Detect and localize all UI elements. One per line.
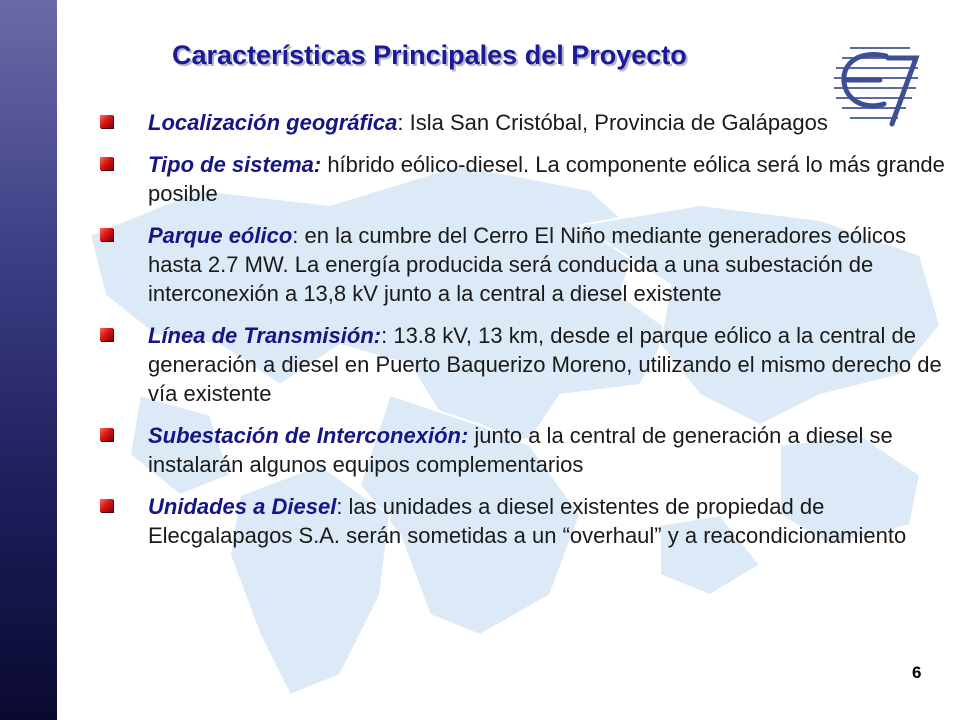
bullet-term: Tipo de sistema: bbox=[148, 152, 322, 177]
bullet-item-subestacion bbox=[100, 421, 950, 479]
bullet-text: junto a la central de generación a diesel se instalarán algunos equipos complementarios bbox=[148, 423, 893, 477]
bullet-item-linea-transmision bbox=[100, 321, 950, 408]
bullet-item-unidades-diesel bbox=[100, 492, 950, 550]
red-square-bullet-icon bbox=[100, 428, 113, 441]
bullet-item-parque-eolico bbox=[100, 221, 950, 308]
red-square-bullet-icon bbox=[100, 328, 113, 341]
bullet-term: Subestación de Interconexión: bbox=[148, 423, 469, 448]
bullet-term: Localización geográfica bbox=[148, 110, 398, 135]
page-number: 6 bbox=[912, 663, 922, 682]
red-square-bullet-icon bbox=[100, 499, 113, 512]
bullet-item-tipo-sistema bbox=[100, 150, 950, 208]
bullet-text: híbrido eólico-diesel. La componente eólica será lo más grande posible bbox=[148, 152, 945, 206]
bullet-text: : Isla San Cristóbal, Provincia de Galápagos bbox=[397, 110, 828, 135]
red-square-bullet-icon bbox=[100, 228, 113, 241]
slide-title: Características Principales del Proyecto bbox=[172, 40, 687, 70]
left-gradient-bar bbox=[0, 0, 57, 720]
bullet-text: : 13.8 kV, 13 km, desde el parque eólico a la central de generación a diesel en Puerto Baquerizo Moreno, utilizando el mismo derecho de vía existente bbox=[148, 323, 942, 406]
bullet-term: Unidades a Diesel bbox=[148, 494, 337, 519]
red-square-bullet-icon bbox=[100, 115, 113, 128]
bullet-list bbox=[100, 108, 950, 550]
bullet-term: Línea de Transmisión: bbox=[148, 323, 382, 348]
bullet-item-localizacion bbox=[100, 108, 950, 137]
red-square-bullet-icon bbox=[100, 157, 113, 170]
bullet-text: : en la cumbre del Cerro El Niño mediante generadores eólicos hasta 2.7 MW. La energía producida será conducida a una subestación de interconexión a 13,8 kV junto a la central a diesel existente bbox=[148, 223, 907, 306]
bullet-text: : las unidades a diesel existentes de propiedad de Elecgalapagos S.A. serán sometidas a un “overhaul” y a reacondicionamiento bbox=[148, 494, 907, 548]
bullet-term: Parque eólico bbox=[148, 223, 293, 248]
